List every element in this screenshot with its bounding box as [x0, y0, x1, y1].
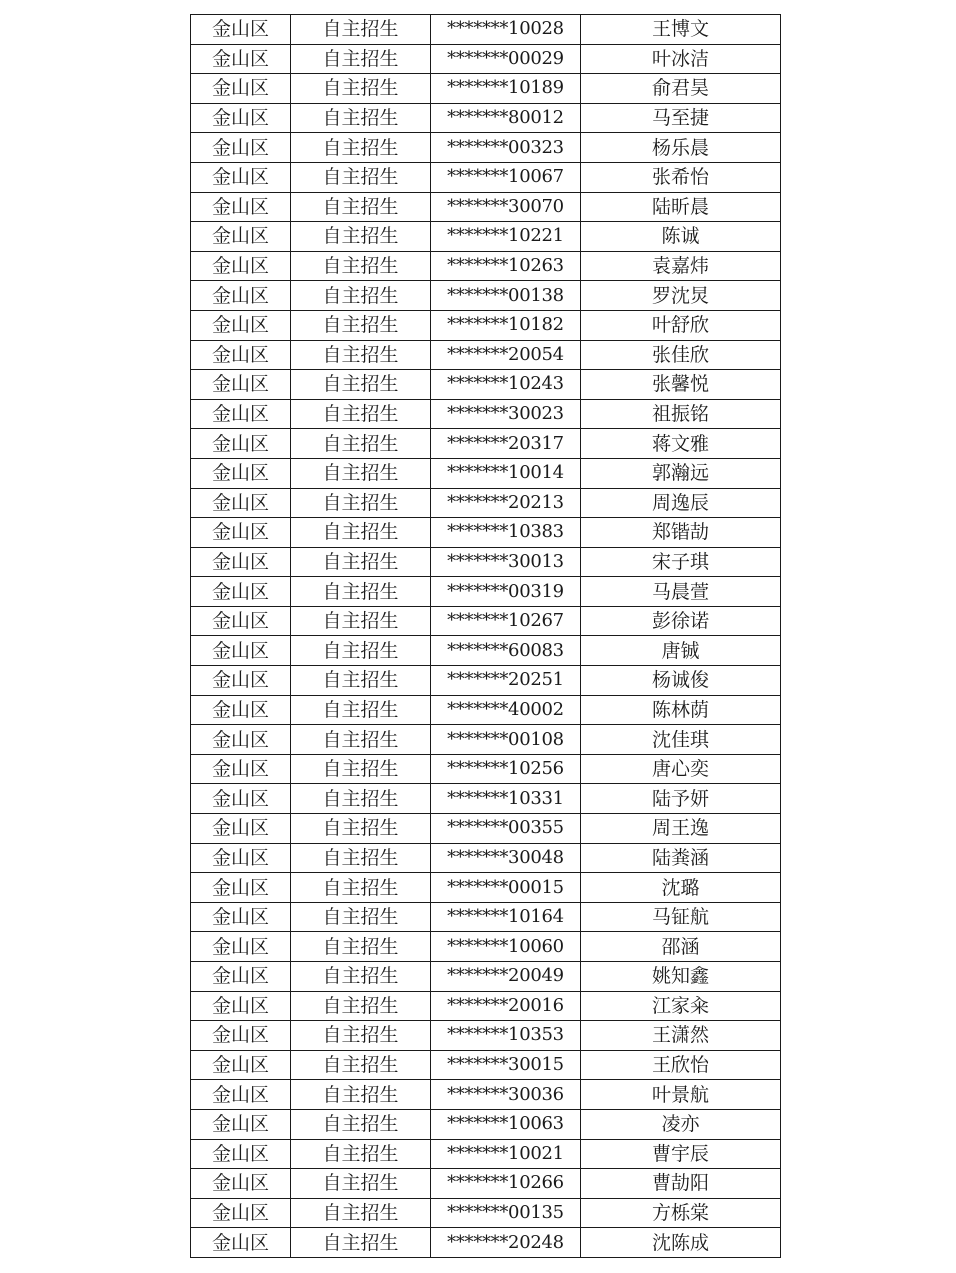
table-row [191, 1050, 781, 1080]
table-row [191, 547, 781, 577]
candidate-id-cell: *******10353 [431, 1021, 581, 1051]
district-cell: 金山区 [191, 962, 291, 992]
category-cell: 自主招生 [291, 458, 431, 488]
category-cell: 自主招生 [291, 74, 431, 104]
district-cell: 金山区 [191, 133, 291, 163]
candidate-id-cell: *******10243 [431, 370, 581, 400]
category-cell: 自主招生 [291, 15, 431, 45]
table-row [191, 932, 781, 962]
table-row [191, 577, 781, 607]
student-name-cell: 曹宇辰 [581, 1139, 781, 1169]
table-row [191, 429, 781, 459]
district-cell: 金山区 [191, 814, 291, 844]
district-cell: 金山区 [191, 518, 291, 548]
table-row [191, 725, 781, 755]
candidate-id-cell: *******30015 [431, 1050, 581, 1080]
table-row [191, 1198, 781, 1228]
table-row [191, 666, 781, 696]
table-row [191, 754, 781, 784]
district-cell: 金山区 [191, 754, 291, 784]
category-cell: 自主招生 [291, 725, 431, 755]
table-row [191, 222, 781, 252]
student-name-cell: 沈佳琪 [581, 725, 781, 755]
category-cell: 自主招生 [291, 518, 431, 548]
student-name-cell: 彭徐诺 [581, 606, 781, 636]
student-name-cell: 周王逸 [581, 814, 781, 844]
student-name-cell: 杨乐晨 [581, 133, 781, 163]
student-name-cell: 罗沈炅 [581, 281, 781, 311]
category-cell: 自主招生 [291, 192, 431, 222]
candidate-id-cell: *******40002 [431, 695, 581, 725]
candidate-id-cell: *******30048 [431, 843, 581, 873]
category-cell: 自主招生 [291, 784, 431, 814]
student-name-cell: 俞君昊 [581, 74, 781, 104]
district-cell: 金山区 [191, 577, 291, 607]
student-name-cell: 祖振铭 [581, 399, 781, 429]
table-row [191, 340, 781, 370]
district-cell: 金山区 [191, 370, 291, 400]
table-row [191, 488, 781, 518]
student-name-cell: 杨诚俊 [581, 666, 781, 696]
district-cell: 金山区 [191, 547, 291, 577]
district-cell: 金山区 [191, 666, 291, 696]
district-cell: 金山区 [191, 458, 291, 488]
student-name-cell: 沈陈成 [581, 1228, 781, 1258]
candidate-id-cell: *******20213 [431, 488, 581, 518]
category-cell: 自主招生 [291, 754, 431, 784]
student-name-cell: 叶景航 [581, 1080, 781, 1110]
student-name-cell: 张馨悦 [581, 370, 781, 400]
category-cell: 自主招生 [291, 1198, 431, 1228]
table-row [191, 15, 781, 45]
candidate-id-cell: *******30070 [431, 192, 581, 222]
table-row [191, 1228, 781, 1258]
table-row [191, 1139, 781, 1169]
candidate-id-cell: *******10060 [431, 932, 581, 962]
candidate-id-cell: *******10383 [431, 518, 581, 548]
table-row [191, 902, 781, 932]
student-name-cell: 叶冰洁 [581, 44, 781, 74]
district-cell: 金山区 [191, 162, 291, 192]
student-name-cell: 马晨萱 [581, 577, 781, 607]
candidate-id-cell: *******00135 [431, 1198, 581, 1228]
candidate-id-cell: *******80012 [431, 103, 581, 133]
student-name-cell: 陆粪涵 [581, 843, 781, 873]
table-row [191, 103, 781, 133]
student-name-cell: 王博文 [581, 15, 781, 45]
category-cell: 自主招生 [291, 488, 431, 518]
district-cell: 金山区 [191, 873, 291, 903]
category-cell: 自主招生 [291, 606, 431, 636]
candidate-id-cell: *******10164 [431, 902, 581, 932]
table-row [191, 399, 781, 429]
table-row [191, 44, 781, 74]
district-cell: 金山区 [191, 192, 291, 222]
category-cell: 自主招生 [291, 133, 431, 163]
student-name-cell: 王欣怡 [581, 1050, 781, 1080]
candidate-id-cell: *******00108 [431, 725, 581, 755]
table-row [191, 1021, 781, 1051]
district-cell: 金山区 [191, 902, 291, 932]
candidate-id-cell: *******20317 [431, 429, 581, 459]
district-cell: 金山区 [191, 399, 291, 429]
category-cell: 自主招生 [291, 547, 431, 577]
candidate-id-cell: *******10028 [431, 15, 581, 45]
table-row [191, 1080, 781, 1110]
district-cell: 金山区 [191, 725, 291, 755]
student-name-cell: 唐心奕 [581, 754, 781, 784]
table-row [191, 606, 781, 636]
category-cell: 自主招生 [291, 399, 431, 429]
table-row [191, 784, 781, 814]
candidate-id-cell: *******10189 [431, 74, 581, 104]
category-cell: 自主招生 [291, 340, 431, 370]
category-cell: 自主招生 [291, 577, 431, 607]
district-cell: 金山区 [191, 103, 291, 133]
category-cell: 自主招生 [291, 1080, 431, 1110]
student-name-cell: 叶舒欣 [581, 310, 781, 340]
table-row [191, 74, 781, 104]
student-name-cell: 凌亦 [581, 1109, 781, 1139]
category-cell: 自主招生 [291, 1021, 431, 1051]
candidate-id-cell: *******10266 [431, 1169, 581, 1199]
district-cell: 金山区 [191, 843, 291, 873]
table-row [191, 814, 781, 844]
district-cell: 金山区 [191, 636, 291, 666]
district-cell: 金山区 [191, 784, 291, 814]
candidate-id-cell: *******10067 [431, 162, 581, 192]
table-row [191, 873, 781, 903]
student-name-cell: 江家籴 [581, 991, 781, 1021]
candidate-id-cell: *******20049 [431, 962, 581, 992]
category-cell: 自主招生 [291, 1050, 431, 1080]
table-row [191, 162, 781, 192]
table-row [191, 1169, 781, 1199]
student-name-cell: 方栎棠 [581, 1198, 781, 1228]
candidate-id-cell: *******10014 [431, 458, 581, 488]
category-cell: 自主招生 [291, 932, 431, 962]
category-cell: 自主招生 [291, 1139, 431, 1169]
student-name-cell: 宋子琪 [581, 547, 781, 577]
district-cell: 金山区 [191, 310, 291, 340]
student-name-cell: 王潇然 [581, 1021, 781, 1051]
district-cell: 金山区 [191, 1109, 291, 1139]
district-cell: 金山区 [191, 44, 291, 74]
candidate-id-cell: *******10263 [431, 251, 581, 281]
district-cell: 金山区 [191, 429, 291, 459]
student-name-cell: 沈璐 [581, 873, 781, 903]
student-name-cell: 姚知鑫 [581, 962, 781, 992]
table-row [191, 370, 781, 400]
district-cell: 金山区 [191, 340, 291, 370]
category-cell: 自主招生 [291, 873, 431, 903]
district-cell: 金山区 [191, 1139, 291, 1169]
candidate-id-cell: *******10331 [431, 784, 581, 814]
category-cell: 自主招生 [291, 429, 431, 459]
category-cell: 自主招生 [291, 103, 431, 133]
category-cell: 自主招生 [291, 814, 431, 844]
candidate-id-cell: *******00355 [431, 814, 581, 844]
district-cell: 金山区 [191, 15, 291, 45]
candidate-id-cell: *******10221 [431, 222, 581, 252]
table-row [191, 518, 781, 548]
candidate-id-cell: *******30023 [431, 399, 581, 429]
roster-table [190, 14, 781, 1258]
table-row [191, 636, 781, 666]
student-name-cell: 郭瀚远 [581, 458, 781, 488]
candidate-id-cell: *******60083 [431, 636, 581, 666]
student-name-cell: 周逸辰 [581, 488, 781, 518]
student-name-cell: 蒋文雅 [581, 429, 781, 459]
category-cell: 自主招生 [291, 1228, 431, 1258]
student-name-cell: 邵涵 [581, 932, 781, 962]
candidate-id-cell: *******10021 [431, 1139, 581, 1169]
table-row [191, 695, 781, 725]
category-cell: 自主招生 [291, 666, 431, 696]
district-cell: 金山区 [191, 1050, 291, 1080]
category-cell: 自主招生 [291, 636, 431, 666]
roster-body [191, 15, 781, 1258]
category-cell: 自主招生 [291, 370, 431, 400]
category-cell: 自主招生 [291, 44, 431, 74]
candidate-id-cell: *******10063 [431, 1109, 581, 1139]
district-cell: 金山区 [191, 932, 291, 962]
table-row [191, 962, 781, 992]
district-cell: 金山区 [191, 1080, 291, 1110]
candidate-id-cell: *******00138 [431, 281, 581, 311]
district-cell: 金山区 [191, 74, 291, 104]
category-cell: 自主招生 [291, 902, 431, 932]
candidate-id-cell: *******00319 [431, 577, 581, 607]
candidate-id-cell: *******00323 [431, 133, 581, 163]
student-name-cell: 曹劼阳 [581, 1169, 781, 1199]
student-name-cell: 唐铖 [581, 636, 781, 666]
district-cell: 金山区 [191, 281, 291, 311]
category-cell: 自主招生 [291, 310, 431, 340]
district-cell: 金山区 [191, 606, 291, 636]
candidate-id-cell: *******20251 [431, 666, 581, 696]
table-row [191, 281, 781, 311]
category-cell: 自主招生 [291, 695, 431, 725]
category-cell: 自主招生 [291, 281, 431, 311]
table-row [191, 251, 781, 281]
table-row [191, 991, 781, 1021]
district-cell: 金山区 [191, 695, 291, 725]
candidate-id-cell: *******10267 [431, 606, 581, 636]
category-cell: 自主招生 [291, 222, 431, 252]
table-row [191, 1109, 781, 1139]
candidate-id-cell: *******00029 [431, 44, 581, 74]
table-row [191, 192, 781, 222]
category-cell: 自主招生 [291, 1109, 431, 1139]
student-name-cell: 张佳欣 [581, 340, 781, 370]
student-name-cell: 袁嘉炜 [581, 251, 781, 281]
table-row [191, 458, 781, 488]
student-name-cell: 郑锴劼 [581, 518, 781, 548]
district-cell: 金山区 [191, 488, 291, 518]
candidate-id-cell: *******30036 [431, 1080, 581, 1110]
category-cell: 自主招生 [291, 162, 431, 192]
district-cell: 金山区 [191, 1228, 291, 1258]
table-row [191, 843, 781, 873]
student-name-cell: 陈诚 [581, 222, 781, 252]
table-row [191, 133, 781, 163]
candidate-id-cell: *******10182 [431, 310, 581, 340]
student-name-cell: 马钲航 [581, 902, 781, 932]
candidate-id-cell: *******00015 [431, 873, 581, 903]
candidate-id-cell: *******20248 [431, 1228, 581, 1258]
district-cell: 金山区 [191, 1021, 291, 1051]
district-cell: 金山区 [191, 251, 291, 281]
candidate-id-cell: *******10256 [431, 754, 581, 784]
category-cell: 自主招生 [291, 1169, 431, 1199]
student-name-cell: 马至捷 [581, 103, 781, 133]
candidate-id-cell: *******20016 [431, 991, 581, 1021]
candidate-id-cell: *******20054 [431, 340, 581, 370]
district-cell: 金山区 [191, 222, 291, 252]
district-cell: 金山区 [191, 1198, 291, 1228]
candidate-id-cell: *******30013 [431, 547, 581, 577]
category-cell: 自主招生 [291, 843, 431, 873]
category-cell: 自主招生 [291, 991, 431, 1021]
student-name-cell: 张希怡 [581, 162, 781, 192]
student-name-cell: 陈林荫 [581, 695, 781, 725]
student-name-cell: 陆昕晨 [581, 192, 781, 222]
district-cell: 金山区 [191, 991, 291, 1021]
district-cell: 金山区 [191, 1169, 291, 1199]
student-name-cell: 陆予妍 [581, 784, 781, 814]
category-cell: 自主招生 [291, 962, 431, 992]
table-row [191, 310, 781, 340]
category-cell: 自主招生 [291, 251, 431, 281]
